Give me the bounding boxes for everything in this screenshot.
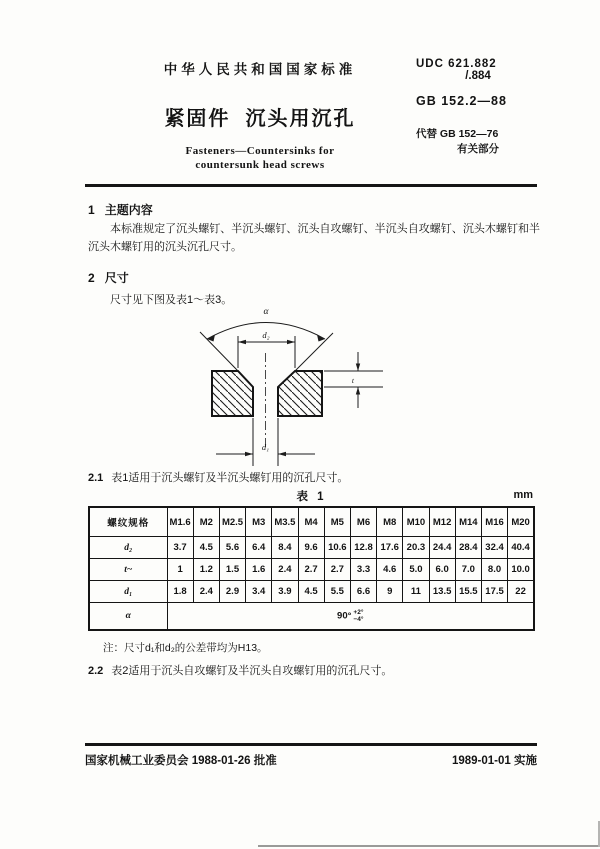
table1-cell: 1.2 (193, 559, 219, 581)
table1-cell: 4.5 (298, 581, 324, 603)
section-2-1-number: 2.1 (88, 472, 104, 484)
table1-cell: 20.3 (403, 537, 429, 559)
table1-row-label-2: d₁ (89, 581, 167, 603)
table1-cell: 13.5 (429, 581, 455, 603)
table1-cell: 3.7 (167, 537, 193, 559)
t-label: t (351, 376, 354, 385)
section-1-body: 本标准规定了沉头螺钉、半沉头螺钉、沉头自攻螺钉、半沉头自攻螺钉、沉头木螺钉和半沉头木螺钉用的沉头沉孔尺寸。 (88, 223, 540, 253)
table1-column-header-M1.6: M1.6 (167, 507, 193, 537)
implementation-text: 1989-01-01 实施 (451, 755, 537, 767)
alpha-label: α (263, 307, 269, 317)
alpha-nominal: 90° (337, 610, 352, 622)
table1-row-label-0: d₂ (89, 537, 167, 559)
section-2-2-body: 表2适用于沉头自攻螺钉及半沉头自攻螺钉用的沉孔尺寸。 (111, 665, 393, 677)
table1-cell: 1.8 (167, 581, 193, 603)
table1-cell: 10.6 (324, 537, 350, 559)
table1-cell: 2.4 (193, 581, 219, 603)
t-arrow-bottom (356, 387, 360, 395)
t-arrow-top (356, 364, 360, 372)
table1-cell: 10.0 (508, 559, 534, 581)
title-english-line2: countersunk head screws (195, 159, 325, 171)
table1-cell: 11 (403, 581, 429, 603)
table1 (88, 506, 535, 631)
section-2-body: 尺寸见下图及表1～表3。 (110, 294, 233, 306)
table1-column-header-M16: M16 (481, 507, 507, 537)
table1-cell: 6.6 (350, 581, 376, 603)
table1-cell: 2.9 (219, 581, 245, 603)
table1-cell: 4.5 (193, 537, 219, 559)
table1-cell: 28.4 (455, 537, 481, 559)
table1-cell: 2.7 (324, 559, 350, 581)
table1-cell: 6.0 (429, 559, 455, 581)
standard-number: GB 152.2—88 (416, 94, 507, 108)
scan-edge-artifact (258, 845, 600, 847)
table1-cell: 1 (167, 559, 193, 581)
table1-cell: 12.8 (350, 537, 376, 559)
table1-cell: 5.0 (403, 559, 429, 581)
table1-column-header-M2: M2 (193, 507, 219, 537)
table1-cell: 8.0 (481, 559, 507, 581)
table1-cell: 9.6 (298, 537, 324, 559)
table1-column-header-M6: M6 (350, 507, 376, 537)
table1-cell: 5.6 (219, 537, 245, 559)
table1-column-header-M8: M8 (377, 507, 403, 537)
replaces-line2: 有关部分 (457, 143, 499, 155)
table1-column-header-M12: M12 (429, 507, 455, 537)
table1-cell: 1.5 (219, 559, 245, 581)
table1-unit: mm (513, 489, 533, 501)
header-code-block (416, 58, 540, 156)
table1-cell: 7.0 (455, 559, 481, 581)
table1-caption: 表 1 (296, 491, 327, 503)
table1-column-header-M4: M4 (298, 507, 324, 537)
alpha-tolerance-lower: −4° (353, 616, 364, 623)
section-1-number: 1 (88, 203, 95, 217)
table1-row-1 (89, 559, 534, 581)
table1-cell: 1.6 (246, 559, 272, 581)
section-2-number: 2 (88, 271, 95, 285)
table1-row-header: 螺纹规格 (89, 507, 167, 537)
table1-row-2 (89, 581, 534, 603)
replaces-line1: 代替 GB 152—76 (416, 128, 499, 140)
section-2-2-number: 2.2 (88, 665, 104, 677)
d2-arrow-right (287, 340, 295, 344)
section-2-2 (88, 662, 392, 678)
table1-cell: 3.4 (246, 581, 272, 603)
table1-column-header-M2.5: M2.5 (219, 507, 245, 537)
d2-dimension (238, 336, 295, 368)
d2-arrow-left (238, 340, 246, 344)
table1-cell: 2.4 (272, 559, 298, 581)
table1-caption-row (88, 488, 535, 502)
table1-cell: 2.7 (298, 559, 324, 581)
section-2-1 (88, 469, 348, 485)
alpha-tolerance (353, 609, 363, 623)
header-divider (85, 184, 537, 187)
table1-column-header-M5: M5 (324, 507, 350, 537)
section-2-heading (88, 269, 129, 286)
table1-header-row (89, 507, 534, 537)
page-title: 紧固件 沉头用沉孔 (164, 108, 356, 130)
table1-cell: 3.3 (350, 559, 376, 581)
udc-number-line2: /.884 (465, 70, 491, 82)
table1-cell: 17.5 (481, 581, 507, 603)
table1-cell: 40.4 (508, 537, 534, 559)
table1-cell: 4.6 (377, 559, 403, 581)
national-standard-label: 中华人民共和国国家标准 (163, 62, 357, 77)
table1-column-header-M10: M10 (403, 507, 429, 537)
d1-arrow-left (245, 452, 253, 456)
section-1-title: 主题内容 (104, 203, 153, 217)
footer-divider (85, 743, 537, 746)
table1-column-header-M20: M20 (508, 507, 534, 537)
table1-alpha-value-cell (167, 603, 534, 631)
part-section-left (212, 371, 253, 416)
title-english-line1: Fasteners—Countersinks for (185, 145, 335, 157)
table1-cell: 9 (377, 581, 403, 603)
table1-cell: 3.9 (272, 581, 298, 603)
table1-row-label-1: t~ (89, 559, 167, 581)
countersink-figure (180, 296, 465, 472)
approval-text: 国家机械工业委员会 1988-01-26 批准 (85, 755, 277, 767)
table1-cell: 5.5 (324, 581, 350, 603)
header-title-block (95, 58, 425, 172)
udc-number-line1: UDC 621.882 (416, 58, 497, 70)
table1-cell: 15.5 (455, 581, 481, 603)
table1-column-header-M3: M3 (246, 507, 272, 537)
section-2-title: 尺寸 (104, 271, 129, 285)
d1-arrow-right (278, 452, 286, 456)
table1-cell: 8.4 (272, 537, 298, 559)
alpha-tolerance-upper: +2° (353, 609, 364, 616)
table1-column-header-M14: M14 (455, 507, 481, 537)
section-2-1-body: 表1适用于沉头螺钉及半沉头螺钉用的沉孔尺寸。 (111, 472, 349, 484)
table1-cell: 6.4 (246, 537, 272, 559)
table1-cell: 32.4 (481, 537, 507, 559)
table1-alpha-label: α (89, 603, 167, 631)
section-1-heading (88, 201, 153, 218)
table1-alpha-row (89, 603, 534, 631)
d2-label: d₂ (262, 330, 270, 340)
table1-note: 注：尺寸d₁和d₂的公差带均为H13。 (103, 642, 268, 654)
part-section-right (278, 371, 322, 416)
table1-cell: 24.4 (429, 537, 455, 559)
table1-cell: 22 (508, 581, 534, 603)
table1-row-0 (89, 537, 534, 559)
d1-label: d₁ (261, 442, 270, 452)
table1-cell: 17.6 (377, 537, 403, 559)
table1-column-header-M3.5: M3.5 (272, 507, 298, 537)
